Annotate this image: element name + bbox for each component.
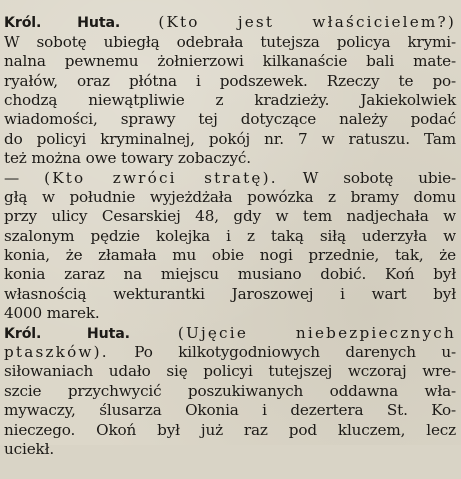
section-heading: Król. Huta. (4, 325, 130, 342)
body-text: W sobotę ubiegłą odebrała tutejsza policya krymi- (4, 32, 456, 51)
article-title: (Kto zwróci stratę). (44, 168, 278, 187)
body-text: mywaczy, ślusarza Okonia i dezertera St. Ko- (4, 401, 456, 420)
body-text: własnością wekturantki Jaroszowej i wart był (4, 284, 456, 303)
body-text: W sobotę ubie- (277, 168, 456, 187)
text-line (4, 401, 456, 420)
text-line (4, 362, 456, 381)
text-line (4, 72, 456, 91)
cut-off-bottom-line (4, 459, 456, 478)
body-text: głą w południe wyjeżdżała powózka z bramy domu (4, 187, 456, 206)
body-text: uciekł. (4, 439, 55, 458)
body-text: 4000 marek. (4, 304, 100, 323)
body-text: siłowaniach udało się policyi tutejszej wczoraj wre- (4, 362, 456, 381)
text-line (4, 33, 456, 52)
body-text: do policyi kryminalnej, pokój nr. 7 w ratuszu. Tam (4, 129, 456, 148)
text-line (4, 304, 456, 323)
text-line (4, 246, 456, 265)
body-text: przy ulicy Cesarskiej 48, gdy w tem nadjechała w (4, 207, 456, 226)
body-text: nieczego. Okoń był już raz pod kluczem, lecz (4, 420, 456, 439)
text-line (4, 227, 456, 246)
body-text: Po kilkotygodniowych darenych u- (108, 343, 456, 362)
body-text: wiadomości, sprawy tej dotyczące należy podać (4, 110, 456, 129)
body-text: konia zaraz na miejscu musiano dobić. Koń był (4, 265, 456, 284)
text-line (4, 343, 456, 362)
body-text: nalna pewnemu żołnierzowi kilkanaście bali mate- (4, 52, 456, 71)
body-text: — (4, 168, 45, 187)
article-lines (4, 13, 456, 459)
text-line (4, 440, 456, 459)
text-line (4, 285, 456, 304)
body-text: szalonym pędzie kolejka i z taką siłą uderzyła w (4, 226, 456, 245)
article-title: (Kto jest właścicielem?) (120, 13, 456, 32)
cut-off-top-line (4, 0, 456, 13)
article-title: ptaszków). (4, 343, 109, 362)
section-heading: Król. Huta. (4, 15, 121, 32)
body-text: szcie przychwycić poszukiwanych oddawna wła- (4, 381, 456, 400)
body-text: chodzą niewątpliwie z kradzieży. Jakiekolwiek (4, 90, 456, 109)
text-line (4, 13, 456, 32)
article-column (4, 0, 456, 479)
text-line (4, 188, 456, 207)
text-line (4, 421, 456, 440)
text-line (4, 110, 456, 129)
text-line (4, 149, 456, 168)
text-line (4, 324, 456, 343)
body-text: ryałów, oraz płótna i podszewek. Rzeczy te po- (4, 71, 456, 90)
body-text: konia, że złamała mu obie nogi przednie, tak, że (4, 246, 456, 265)
body-text: też można owe towary zobaczyć. (4, 149, 251, 168)
text-line (4, 130, 456, 149)
text-line (4, 207, 456, 226)
text-line (4, 91, 456, 110)
text-line (4, 52, 456, 71)
article-title: (Ujęcie niebezpiecznych (129, 323, 456, 342)
text-line (4, 265, 456, 284)
text-line (4, 169, 456, 188)
text-line (4, 382, 456, 401)
